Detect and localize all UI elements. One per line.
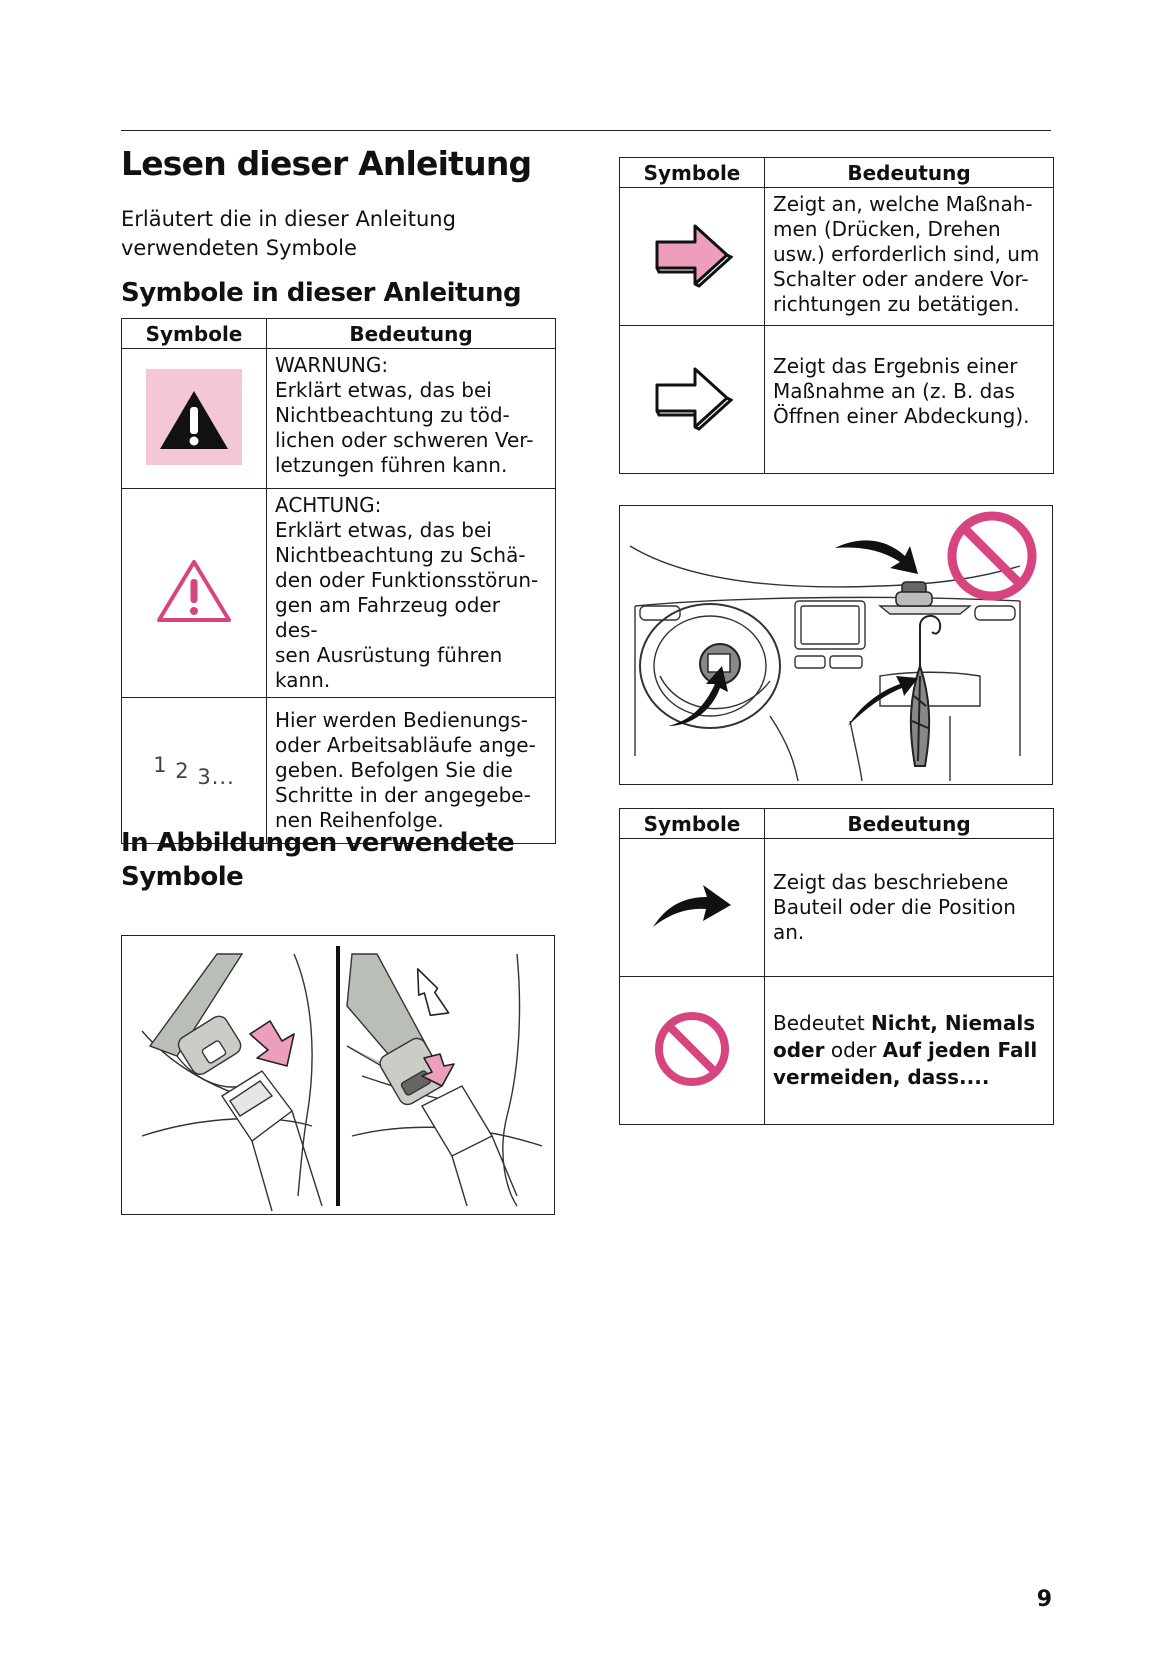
table-header-row (620, 809, 1054, 839)
table-row (620, 977, 1054, 1125)
result-arrow-text: Zeigt das Ergebnis einer Maßnahme an (z. B. das Öffnen einer Abdeckung). (773, 354, 1030, 428)
symbol-cell (620, 326, 765, 474)
pointer-text: Zeigt das beschriebene Bauteil oder die Position an. (773, 870, 1016, 944)
meaning-cell (765, 326, 1054, 474)
table-row (122, 489, 556, 698)
intro-text: Erläutert die in dieser Anleitung verwendeten Symbole (121, 207, 456, 260)
column-header-symbol: Symbole (620, 809, 765, 839)
caution-text: Erklärt etwas, das bei Nichtbeachtung zu Schä- den oder Funktionsstörun- gen am Fahrzeug oder des- sen Ausrüstung führen kann. (275, 518, 539, 692)
meaning-cell (267, 489, 556, 698)
column-header-meaning: Bedeutung (765, 809, 1054, 839)
prohibition-text: Bedeutet Nicht, Niemals oder oder Auf jeden Fall vermeiden, dass.... (773, 1011, 1038, 1089)
caution-label: ACHTUNG: (275, 493, 382, 517)
symbol-cell (122, 349, 267, 489)
prohibition-icon (652, 1009, 732, 1089)
curved-pointer-arrow-icon (835, 540, 918, 574)
symbol-cell (122, 698, 267, 844)
table-header-row (122, 319, 556, 349)
manual-symbols-table (121, 318, 556, 844)
hood-release-lever (896, 582, 932, 606)
table-row (122, 349, 556, 489)
arrow-symbols-table (619, 157, 1054, 474)
page-number: 9 (1036, 1587, 1052, 1612)
curved-pointer-arrow-icon (649, 881, 735, 931)
seatbelt-illustration (121, 935, 555, 1215)
section-heading-symbols: Symbole in dieser Anleitung (121, 278, 522, 308)
prohibition-icon (952, 516, 1032, 596)
column-header-meaning: Bedeutung (267, 319, 556, 349)
table-header-row (620, 158, 1054, 188)
section-heading-illustrations: In Abbildungen verwendete Symbole (121, 828, 515, 892)
white-result-arrow-icon (651, 365, 733, 431)
column-header-meaning: Bedeutung (765, 158, 1054, 188)
header-rule (121, 130, 1051, 131)
step-numbers-icon: 1 2 3... (153, 752, 235, 789)
page-title: Lesen dieser Anleitung (121, 144, 532, 183)
warning-text: Erklärt etwas, das bei Nichtbeachtung zu töd- lichen oder schweren Ver- letzungen führen kann. (275, 378, 534, 477)
caution-triangle-outline-icon (155, 557, 233, 625)
meaning-cell (765, 839, 1054, 977)
table-row (122, 698, 556, 844)
symbol-cell (620, 188, 765, 326)
pink-action-arrow-icon (651, 222, 733, 288)
symbol-cell (620, 977, 765, 1125)
umbrella-object (911, 616, 940, 766)
table-row (620, 188, 1054, 326)
white-result-arrow-icon (410, 964, 448, 1020)
warning-label: WARNUNG: (275, 353, 389, 377)
meaning-cell (267, 349, 556, 489)
column-header-symbol: Symbole (122, 319, 267, 349)
symbol-cell (620, 839, 765, 977)
meaning-cell (765, 188, 1054, 326)
symbol-cell (122, 489, 267, 698)
curved-pointer-arrow-icon (848, 676, 918, 726)
warning-triangle-filled-icon (146, 369, 242, 465)
steps-text: Hier werden Bedienungs- oder Arbeitsabläufe ange- geben. Befolgen Sie die Schritte in der angegebe- nen Reihenfolge. (275, 708, 536, 832)
meaning-cell (765, 977, 1054, 1125)
action-arrow-text: Zeigt an, welche Maßnah- men (Drücken, Drehen usw.) erforderlich sind, um Schalter oder andere Vor- richtungen zu betätigen. (773, 192, 1040, 316)
column-header-symbol: Symbole (620, 158, 765, 188)
table-row (620, 839, 1054, 977)
pointer-symbols-table (619, 808, 1054, 1125)
pink-push-arrow-icon (250, 1021, 294, 1066)
dashboard-illustration (619, 505, 1053, 785)
meaning-cell (267, 698, 556, 844)
table-row (620, 326, 1054, 474)
